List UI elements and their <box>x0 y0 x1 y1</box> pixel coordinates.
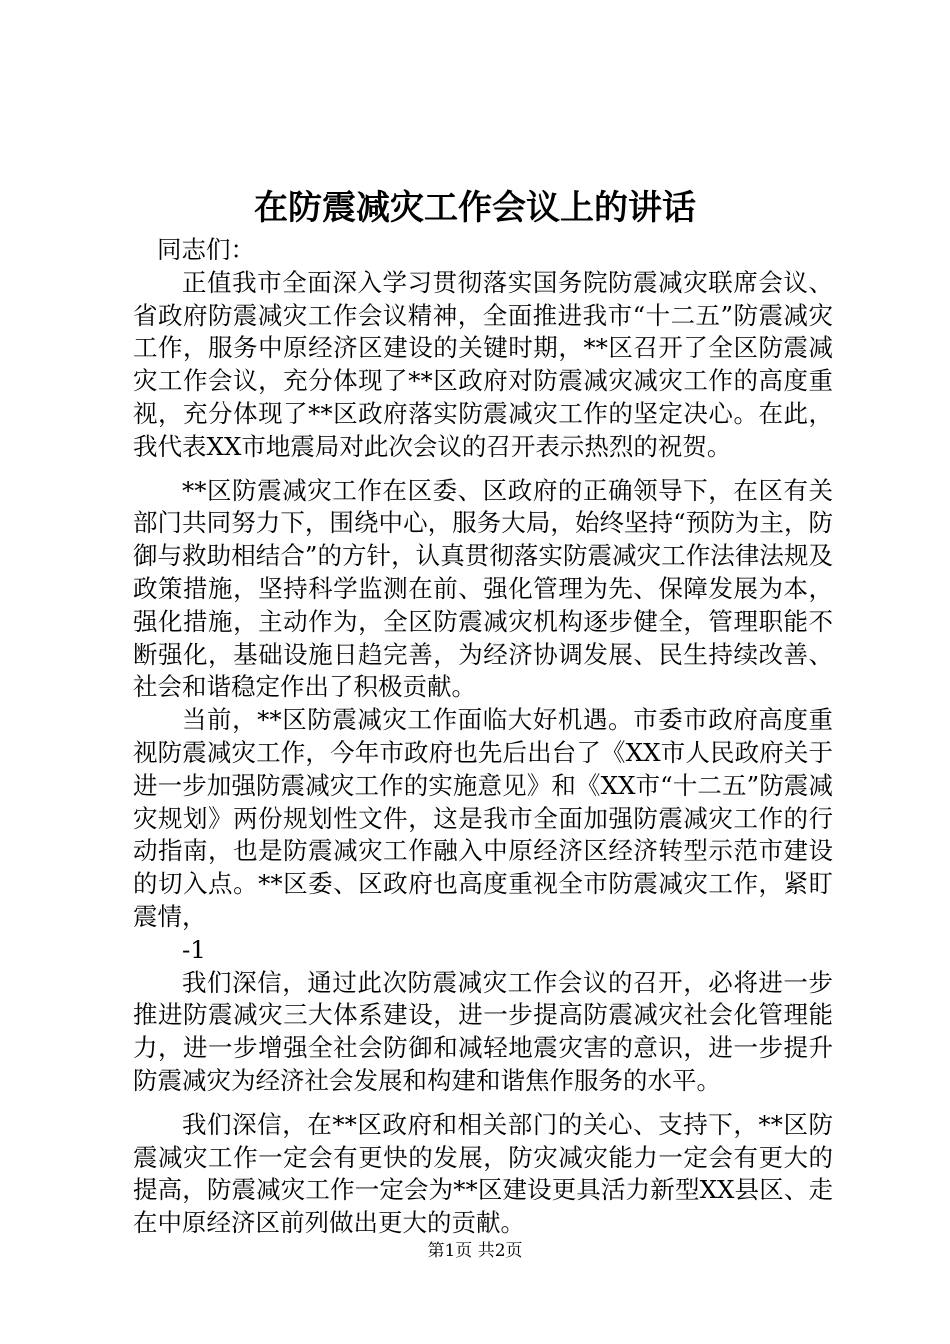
paragraph-1: 正值我市全面深入学习贯彻落实国务院防震减灾联席会议、省政府防震减灾工作会议精神，全面推进我市“十二五”防震减灾工作，服务中原经济区建设的关键时期，**区召开了全区防震减灾工作会议，充分体现了**区政府对防震减灾减灾工作的高度重视，充分体现了**区政府落实防震减灾工作的坚定决心。在此，我代表XX市地震局对此次会议的召开表示热烈的祝贺。 <box>133 267 833 461</box>
paragraph-2: **区防震减灾工作在区委、区政府的正确领导下，在区有关部门共同努力下，围绕中心，服务大局，始终坚持“预防为主，防御与救助相结合”的方针，认真贯彻落实防震减灾工作法律法规及政策措施，坚持科学监测在前、强化管理为先、保障发展为本，强化措施，主动作为，全区防震减灾机构逐步健全，管理职能不断强化，基础设施日趋完善，为经济协调发展、民生持续改善、社会和谐稳定作出了积极贡献。 <box>133 475 833 702</box>
paragraph-5: 我们深信，在**区政府和相关部门的关心、支持下，**区防震减灾工作一定会有更快的发展，防灾减灾能力一定会有更大的提高，防震减灾工作一定会为**区建设更具活力新型XX县区、走在中原经济区前列做出更大的贡献。 <box>133 1109 833 1238</box>
page-footer: 第1页 共2页 <box>427 1241 523 1261</box>
greeting: 同志们： <box>157 235 255 264</box>
page-marker: -1 <box>182 934 206 964</box>
document-title: 在防震减灾工作会议上的讲话 <box>254 188 696 228</box>
paragraph-4: 我们深信，通过此次防震减灾工作会议的召开，必将进一步推进防震减灾三大体系建设，进一步提高防震减灾社会化管理能力，进一步增强全社会防御和减轻地震灾害的意识，进一步提升防震减灾为经济社会发展和构建和谐焦作服务的水平。 <box>133 967 833 1095</box>
paragraph-3: 当前，**区防震减灾工作面临大好机遇。市委市政府高度重视防震减灾工作，今年市政府也先后出台了《XX市人民政府关于进一步加强防震减灾工作的实施意见》和《XX市“十二五”防震减灾规划》两份规划性文件，这是我市全面加强防震减灾工作的行动指南，也是防震减灾工作融入中原经济区经济转型示范市建设的切入点。**区委、区政府也高度重视全市防震减灾工作，紧盯震情， <box>133 705 833 931</box>
document-body <box>133 234 833 1240</box>
